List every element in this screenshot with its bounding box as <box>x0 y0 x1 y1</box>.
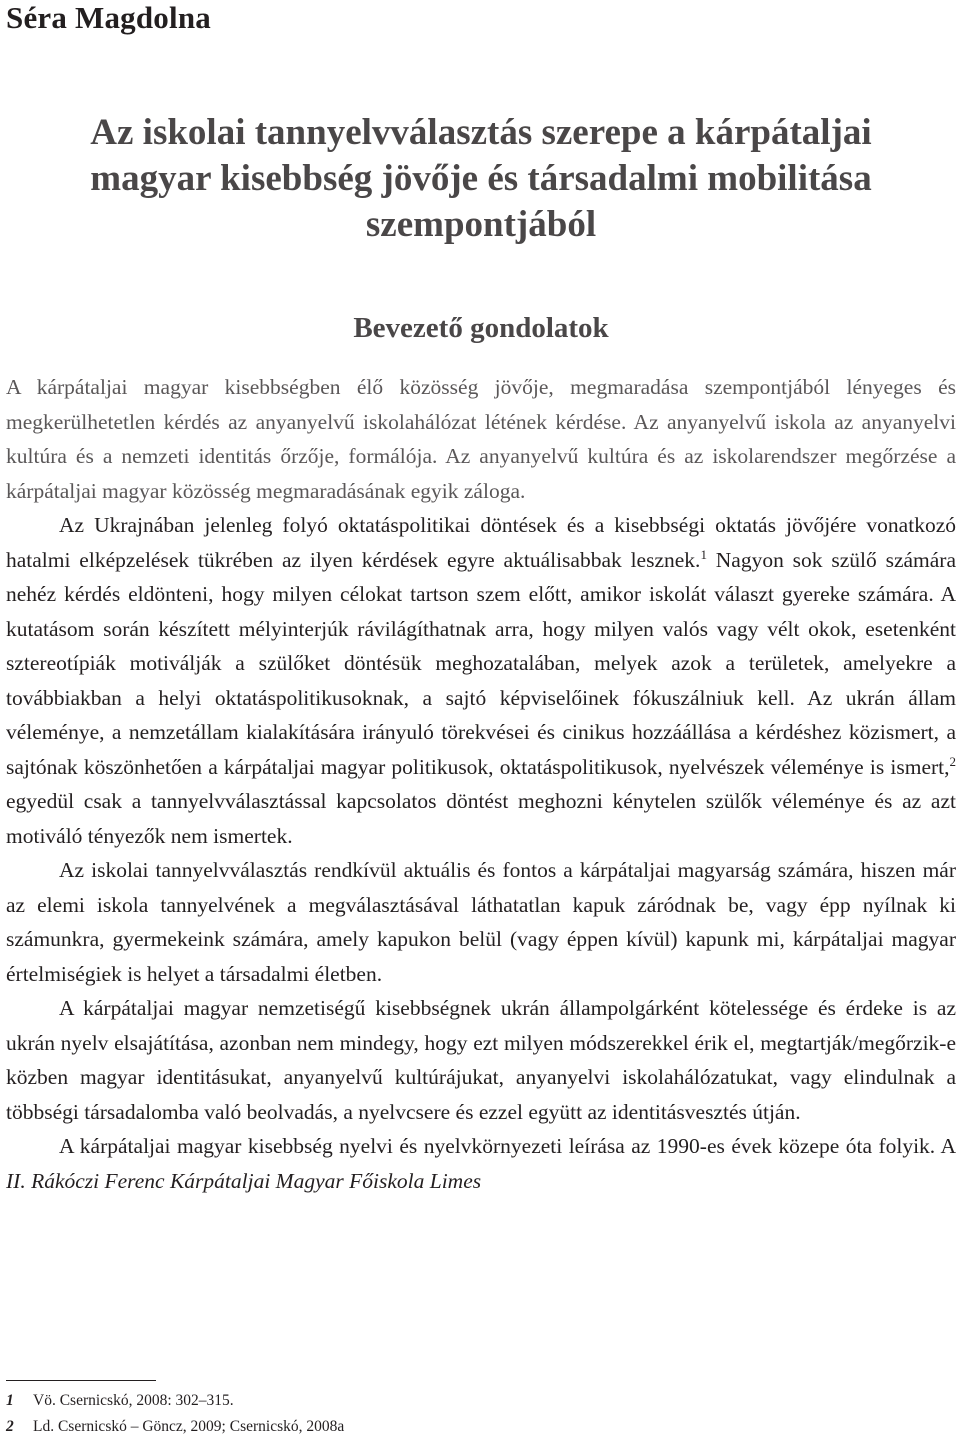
footnote-ref[interactable]: 1 <box>700 546 707 562</box>
footnote-text: Ld. Csernicskó – Göncz, 2009; Csernicskó, 2008a <box>33 1418 345 1435</box>
paragraph-text: A kárpátaljai magyar kisebbség nyelvi és nyelvkörnyezeti leírása az 1990-es évek közepe óta folyik. A <box>59 1134 956 1158</box>
paragraph-text: Nagyon sok szülő számára nehéz kérdés eldönteni, hogy milyen célokat tartson szem előtt, amikor iskolát választ gyereke számára. A kutatásom során készített mélyinterjúk rávilágíthatnak arra, hogy milyen valós vagy vélt okok, esetenként sztereotípiák motiválják a szülőket döntésük meghozatalában, melyek azok a területek, amelyekre a továbbiakban a helyi oktatáspolitikusoknak, a sajtó képviselőinek fókuszálniuk kell. Az ukrán állam véleménye, a nemzetállam kialakítására irányuló törekvései és cinikus hozzáállása a kérdéshez közismert, a sajtónak köszönhetően a kárpátaljai magyar politikusok, oktatáspolitikusok, nyelvészek véleménye is ismert, <box>6 547 956 779</box>
footnote-text: Vö. Csernicskó, 2008: 302–315. <box>33 1392 234 1409</box>
institution-name: II. Rákóczi Ferenc Kárpátaljai Magyar Főiskola Limes <box>6 1168 482 1193</box>
footnote-number: 1 <box>6 1392 14 1409</box>
section-heading: Bevezető gondolatok <box>353 312 609 344</box>
title-line: szempontjából <box>365 204 597 245</box>
paragraph-intro: A kárpátaljai magyar kisebbségben élő közösség jövője, megmaradása szempontjából lényeges és megkerülhetetlen kérdés az anyanyelvű iskolahálózat létének kérdése. Az anyanyelvű iskola az anyanyelvi kultúra és a nemzeti identitás őrzője, formálója. Az anyanyelvű kultúra és az iskolarendszer megőrzése a kárpátaljai magyar közösség megmaradásának egyik záloga. <box>6 375 956 503</box>
title-line: Az iskolai tannyelvválasztás szerepe a kárpátaljai <box>90 112 872 153</box>
paragraph <box>6 1129 956 1198</box>
footnote-ref[interactable]: 2 <box>949 753 956 769</box>
title-line: magyar kisebbség jövője és társadalmi mobilitása <box>90 158 872 199</box>
footnotes <box>6 1388 956 1440</box>
paragraph: Az iskolai tannyelvválasztás rendkívül aktuális és fontos a kárpátaljai magyarság számára, hiszen már az elemi iskola tannyelvének a megválasztásával láthatatlan kapuk záródnak be, vagy épp nyílnak ki számunkra, gyermekeink számára, amely kapukon belül (vagy éppen kívül) kapunk mi, kárpátaljai magyar értelmiségiek is helyet a társadalmi életben. <box>6 858 956 986</box>
footnote-number: 2 <box>6 1418 14 1435</box>
footnote <box>6 1414 956 1440</box>
paragraph-text: Az Ukrajnában jelenleg folyó oktatáspolitikai döntések és a kisebbségi oktatás jövőjére vonatkozó hatalmi elképzelések tükrében az ilyen kérdések egyre aktuálisabbak lesznek. <box>6 513 956 572</box>
footnote <box>6 1388 956 1414</box>
document-page <box>6 0 956 1445</box>
paragraph: A kárpátaljai magyar nemzetiségű kisebbségnek ukrán állampolgárként kötelessége és érdeke is az ukrán nyelv elsajátítása, azonban nem mindegy, hogy ezt milyen módszerekkel érik el, megtartják/megőrzik-e közben magyar identitásukat, anyanyelvű kultúrájukat, anyanyelvi iskolahálózatukat, vagy elindulnak a többségi társadalomba való beolvadás, a nyelvcsere és ezzel együtt az identitásvesztés útján. <box>6 996 956 1124</box>
paragraph <box>6 508 956 853</box>
article-title <box>6 110 956 248</box>
author-name: Séra Magdolna <box>6 0 211 35</box>
paragraph-text: egyedül csak a tannyelvválasztással kapcsolatos döntést meghozni kénytelen szülők véleménye és az azt motiváló tényezők nem ismertek. <box>6 789 956 848</box>
article-body <box>6 370 956 1198</box>
footnote-divider <box>6 1380 156 1381</box>
